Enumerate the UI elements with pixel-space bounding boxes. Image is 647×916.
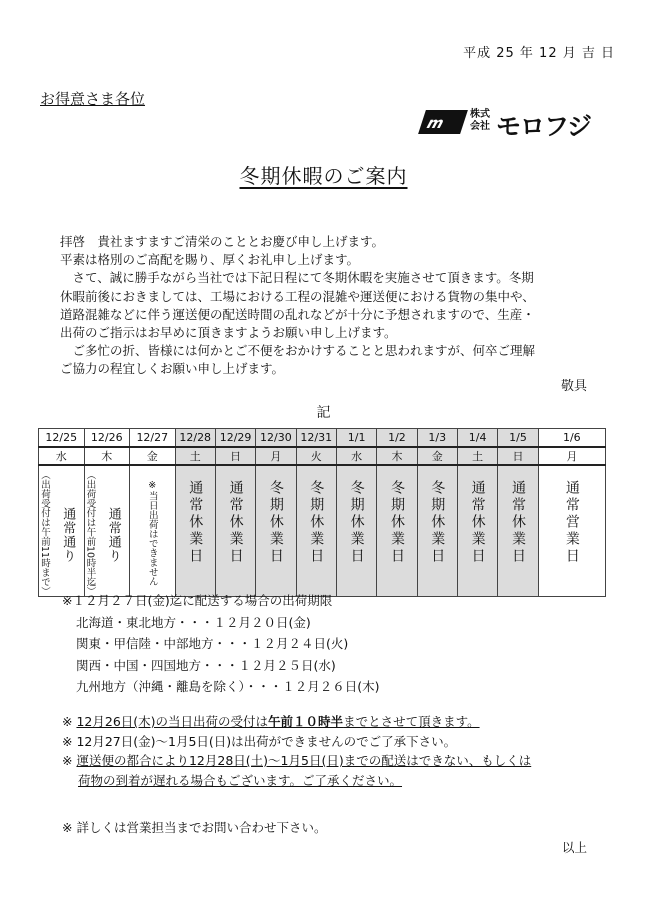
note-delivery-line2 (62, 771, 531, 791)
shipping-deadlines (62, 590, 380, 698)
cal-status: 通常休業日 (509, 479, 526, 565)
cal-status: 通常休業日 (187, 479, 204, 565)
note-delivery (62, 751, 531, 771)
shipping-region: 北海道・東北地方・・・１２月２０日(金) (76, 614, 311, 630)
note-cutoff-time: 午前１０時半 (268, 714, 344, 729)
cal-dow: 土 (457, 447, 497, 465)
body-line: 出荷のご指示はお早めに頂きますようお願い申し上げます。 (60, 325, 397, 341)
cal-status-cell (215, 465, 255, 597)
note-no-shipping: ※ 12月27日(金)～1月5日(日)は出荷ができませんのでご了承下さい。 (62, 733, 457, 749)
cal-status: 冬期休業日 (429, 479, 446, 565)
cal-date: 1/3 (417, 429, 457, 447)
note-delivery-a: 運送便の都合により12月28日(土)～1月5日(日)までの配送はできない、もしくは (76, 753, 532, 768)
note-cutoff-a: 12月26日(木)の当日出荷の受付は (76, 714, 269, 729)
cal-status-cell (175, 465, 215, 597)
cal-date: 12/27 (130, 429, 176, 447)
cal-date: 12/26 (84, 429, 130, 447)
body-line: ご多忙の折、皆様には何かとご不便をおかけすることと思われますが、何卒ご理解 (60, 343, 536, 359)
cal-status-cell (84, 465, 130, 597)
note-cutoff (62, 712, 531, 732)
cal-date: 1/5 (498, 429, 538, 447)
logo-mark-icon: m (418, 110, 468, 134)
body-line: さて、誠に勝手ながら当社では下記日程にて冬期休暇を実施させて頂きます。冬期 (60, 270, 534, 286)
note-mark: ※ (62, 753, 73, 768)
cal-status: 冬期休業日 (267, 479, 284, 565)
cal-dow: 月 (538, 447, 605, 465)
body-line: 平素は格別のご高配を賜り、厚くお礼申し上げます。 (60, 252, 360, 268)
cal-date: 12/30 (256, 429, 296, 447)
cal-date: 12/31 (296, 429, 336, 447)
cal-date: 12/25 (39, 429, 85, 447)
cal-status-cell (130, 465, 176, 597)
cal-note: ※当日出荷はできません (146, 479, 158, 586)
ki-heading: 記 (316, 405, 331, 421)
cal-date: 1/2 (377, 429, 417, 447)
logo-company-name: モロフジ (496, 112, 592, 141)
calendar-date-row (39, 429, 606, 447)
body-line: 道路混雑などに伴う運送便の配送時間の乱れなどが十分に予想されますので、生産・ (60, 306, 535, 322)
cal-date: 12/28 (175, 429, 215, 447)
cal-status-cell (336, 465, 376, 597)
cal-dow: 土 (175, 447, 215, 465)
cal-note: （出荷受付は午前11時まで） (39, 469, 50, 596)
notes (62, 712, 531, 790)
cal-dow: 日 (498, 447, 538, 465)
cal-status-cell (256, 465, 296, 597)
cal-dow: 金 (130, 447, 176, 465)
cal-dow: 水 (336, 447, 376, 465)
cal-date: 1/1 (336, 429, 376, 447)
issue-date: 平成 25 年 12 月 吉 日 (463, 46, 615, 61)
calendar-dow-row (39, 447, 606, 465)
cal-status-cell (417, 465, 457, 597)
shipping-heading: ※１２月２７日(金)迄に配送する場合の出荷期限 (62, 593, 333, 608)
calendar-status-row (39, 465, 606, 597)
note-mark: ※ (62, 714, 73, 729)
letter-body (60, 233, 592, 379)
cal-status: 冬期休業日 (388, 479, 405, 565)
cal-status: 通常休業日 (227, 479, 244, 565)
cal-status: 冬期休業日 (348, 479, 365, 565)
cal-status-cell (498, 465, 538, 597)
addressee: お得意さま各位 (40, 90, 146, 108)
body-line: ご協力の程宜しくお願い申し上げます。 (60, 361, 285, 377)
body-line: 休暇前後におきましては、工場における工程の混雑や運送便における貨物の集中や、 (60, 288, 535, 304)
logo-kabushikigaisha: 株式会社 (470, 109, 490, 132)
cal-dow: 火 (296, 447, 336, 465)
cal-status-cell (39, 465, 85, 597)
cal-dow: 水 (39, 447, 85, 465)
cal-date: 1/6 (538, 429, 605, 447)
cal-status-cell (457, 465, 497, 597)
shipping-region: 九州地方（沖縄・離島を除く）・・・１２月２６日(木) (76, 679, 380, 694)
closing-keigu: 敬具 (560, 379, 587, 394)
cal-status: 通常休業日 (469, 479, 486, 565)
closing-ijou: 以上 (561, 840, 587, 855)
cal-note: （出荷受付は午前10時半迄） (84, 469, 96, 596)
body-line: 拝啓 貴社ますますご清栄のこととお慶び申し上げます。 (60, 234, 385, 249)
cal-dow: 日 (215, 447, 255, 465)
cal-status: 通常通り (60, 506, 76, 563)
cal-dow: 木 (377, 447, 417, 465)
note-contact: ※ 詳しくは営業担当までお問い合わせ下さい。 (62, 820, 327, 835)
cal-dow: 月 (256, 447, 296, 465)
shipping-region: 関西・中国・四国地方・・・１２月２５日(水) (76, 657, 336, 673)
cal-status-cell (377, 465, 417, 597)
company-logo (422, 108, 608, 141)
cal-dow: 金 (417, 447, 457, 465)
cal-status-cell (296, 465, 336, 597)
cal-status: 通常営業日 (563, 479, 580, 565)
note-delivery-b: 荷物の到着が遅れる場合もございます。ご了承ください。 (78, 772, 403, 788)
document-title-wrap (0, 160, 647, 189)
cal-status-cell (538, 465, 605, 597)
holiday-calendar (38, 428, 606, 597)
cal-date: 1/4 (457, 429, 497, 447)
cal-status: 冬期休業日 (308, 479, 325, 565)
cal-date: 12/29 (215, 429, 255, 447)
document-title: 冬期休暇のご案内 (239, 164, 408, 188)
shipping-region: 関東・甲信陸・中部地方・・・１２月２４日(火) (76, 636, 349, 651)
cal-dow: 木 (84, 447, 130, 465)
cal-status: 通常通り (105, 506, 121, 563)
note-cutoff-c: までとさせて頂きます。 (343, 714, 480, 729)
